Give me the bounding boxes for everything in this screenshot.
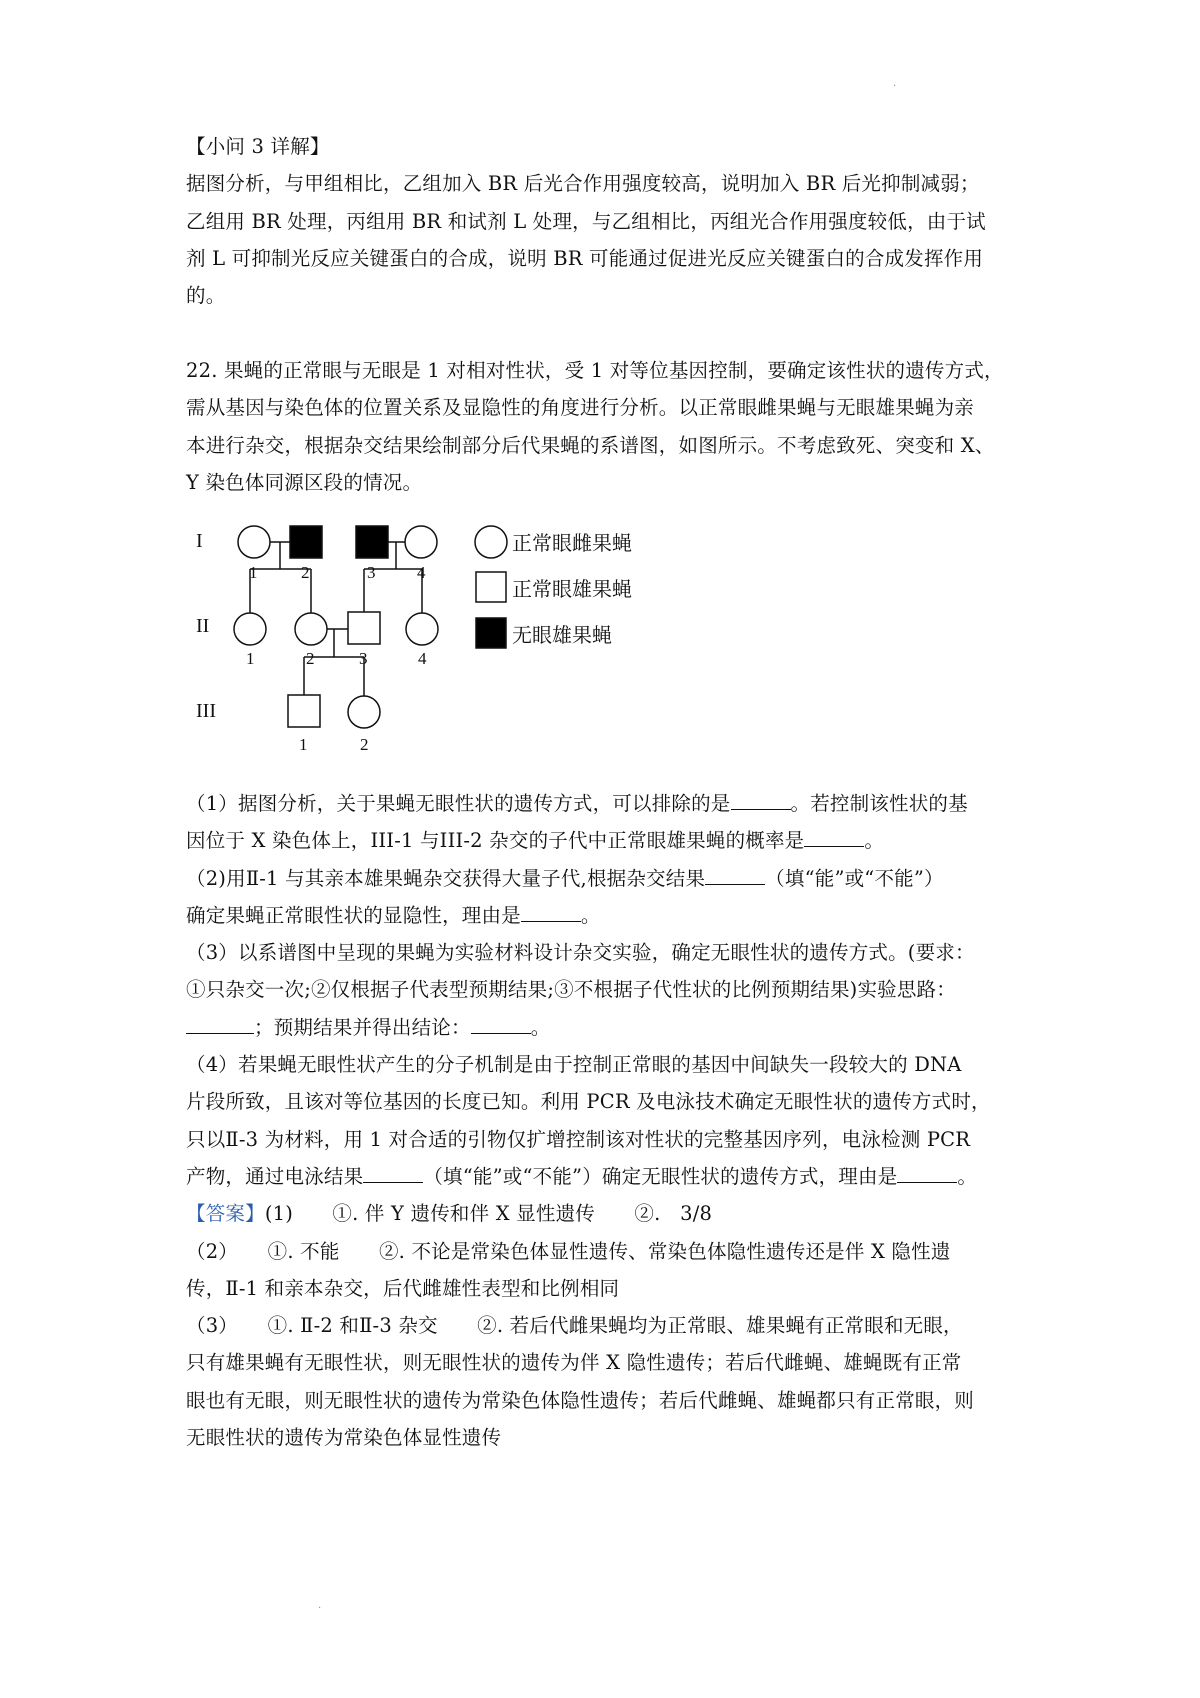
sub-question-1-line [186,822,1036,859]
answer-blank [363,1162,423,1183]
sub-question-4-line: （4）若果蝇无眼性状产生的分子机制是由于控制正常眼的基因中间缺失一段较大的 DNA [186,1053,962,1077]
legend-female-normal-symbol [475,526,507,558]
legend-male-normal-symbol [476,572,506,602]
member-number: 2 [306,649,315,668]
answer-line [186,1195,1036,1232]
question-line: Y 染色体同源区段的情况。 [186,470,423,494]
male-normal-symbol [348,612,380,644]
q3-detail-heading: 【小问 3 详解】 [186,135,330,158]
member-number: 4 [417,563,426,582]
text-span: (1) ①. 伴 Y 遗传和伴 X 显性遗传 ②. 3/8 [264,1202,713,1226]
text-span: （2)用Ⅱ-1 与其亲本雄果蝇杂交获得大量子代,根据杂交结果 [186,866,706,890]
header-dot: . [893,78,897,89]
member-number: 1 [299,735,308,754]
q3-detail-section [186,128,1036,314]
generation-label: I [196,530,203,552]
legend-label: 无眼雄果蝇 [512,623,612,647]
male-normal-symbol [288,695,320,727]
text-span: 产物，通过电泳结果 [186,1164,364,1188]
question-line: 22. 果蝇的正常眼与无眼是 1 对相对性状，受 1 对等位基因控制，要确定该性状的遗传方式， [186,359,1004,382]
male-eyeless-symbol [356,526,388,558]
member-number: 1 [249,563,258,582]
answer-line: （2） ①. 不能 ②. 不论是常染色体显性遗传、常染色体隐性遗传还是伴 X 隐性遗 [186,1239,951,1263]
legend-label: 正常眼雌果蝇 [512,531,632,555]
q3-detail-line: 的。 [186,284,226,308]
member-number: 4 [418,649,427,668]
member-number: 2 [360,735,369,754]
text-span: 。 [864,829,885,853]
question-line: 需从基因与染色体的位置关系及显隐性的角度进行分析。以正常眼雌果蝇与无眼雄果蝇为亲 [186,396,975,420]
text-span: （填“能”或“不能”）确定无眼性状的遗传方式，理由是 [423,1164,898,1188]
legend-label: 正常眼雄果蝇 [512,577,632,601]
generation-label: II [196,615,210,637]
member-number: 3 [359,649,368,668]
sub-question-4-line: 片段所致，且该对等位基因的长度已知。利用 PCR 及电泳技术确定无眼性状的遗传方式时， [186,1090,991,1114]
sub-question-3-line: ①只杂交一次;②仅根据子代表型预期结果;③不根据子代性状的比例预期结果)实验思路： [186,978,956,1002]
text-span: （1）据图分析，关于果蝇无眼性状的遗传方式，可以排除的是 [186,792,731,815]
sub-question-3-line [186,1009,1036,1046]
sub-question-2-line [186,860,1036,897]
q3-detail-line: 剂 L 可抑制光反应关键蛋白的合成，说明 BR 可能通过促进光反应关键蛋白的合成发挥作用 [186,246,984,270]
text-span: （填“能”或“不能”） [765,866,944,890]
member-number: 1 [246,649,255,668]
q3-detail-line: 乙组用 BR 处理，丙组用 BR 和试剂 L 处理，与乙组相比，丙组光合作用强度较低，由于试 [186,209,986,233]
answer-blank [705,863,765,884]
female-normal-symbol [295,613,327,645]
pedigree-chart [186,512,706,767]
answer-blank [521,900,581,921]
answer-blank [471,1012,531,1033]
sub-question-3-line: （3）以系谱图中呈现的果蝇为实验材料设计杂交实验，确定无眼性状的遗传方式。(要求： [186,941,975,965]
female-normal-symbol [238,526,270,558]
answer-line: 眼也有无眼，则无眼性状的遗传为常染色体隐性遗传；若后代雌蝇、雄蝇都只有正常眼，则 [186,1388,975,1412]
text-span: ；预期结果并得出结论： [254,1015,471,1039]
answer-blank [804,826,864,847]
text-span: 确定果蝇正常眼性状的显隐性，理由是 [186,903,521,927]
text-span: 。 [530,1015,551,1039]
answer-line: 传，Ⅱ-1 和亲本杂交，后代雌雄性表型和比例相同 [186,1276,620,1300]
text-span: 。 [957,1164,978,1188]
female-normal-symbol [348,696,380,728]
answer-line: （3） ①. Ⅱ-2 和Ⅱ-3 杂交 ②. 若后代雌果蝇均为正常眼、雄果蝇有正常眼和无眼， [186,1314,963,1338]
sub-question-2-line [186,897,1036,934]
sub-questions [186,785,1036,1456]
answer-line: 无眼性状的遗传为常染色体显性遗传 [186,1426,502,1450]
female-normal-symbol [405,526,437,558]
answer-blank [897,1162,957,1183]
member-number: 2 [301,563,310,582]
legend-male-eyeless-symbol [476,618,506,648]
question-line: 本进行杂交，根据杂交结果绘制部分后代果蝇的系谱图，如图所示。不考虑致死、突变和 X、 [186,433,995,457]
sub-question-1-line [186,785,1036,822]
sub-question-4-line [186,1158,1036,1195]
answer-blank [186,1012,254,1033]
generation-label: III [196,700,216,722]
answer-blank [731,789,791,810]
q3-detail-line: 据图分析，与甲组相比，乙组加入 BR 后光合作用强度较高，说明加入 BR 后光抑制减弱； [186,172,980,196]
female-normal-symbol [406,613,438,645]
text-span: 。 [580,903,601,927]
text-span: 。若控制该性状的基 [790,792,968,815]
question-22-stem [186,352,1036,501]
text-span: 因位于 X 染色体上，III-1 与III-2 杂交的子代中正常眼雄果蝇的概率是 [186,829,805,853]
male-eyeless-symbol [290,526,322,558]
footer-dot: . [318,1600,322,1611]
female-normal-symbol [234,613,266,645]
member-number: 3 [367,563,376,582]
answer-line: 只有雄果蝇有无眼性状，则无眼性状的遗传为伴 X 隐性遗传；若后代雌蝇、雄蝇既有正常 [186,1351,962,1375]
answer-label: 【答案】 [186,1202,265,1226]
sub-question-4-line: 只以Ⅱ-3 为材料，用 1 对合适的引物仅扩增控制该对性状的完整基因序列，电泳检测 PCR [186,1127,971,1151]
